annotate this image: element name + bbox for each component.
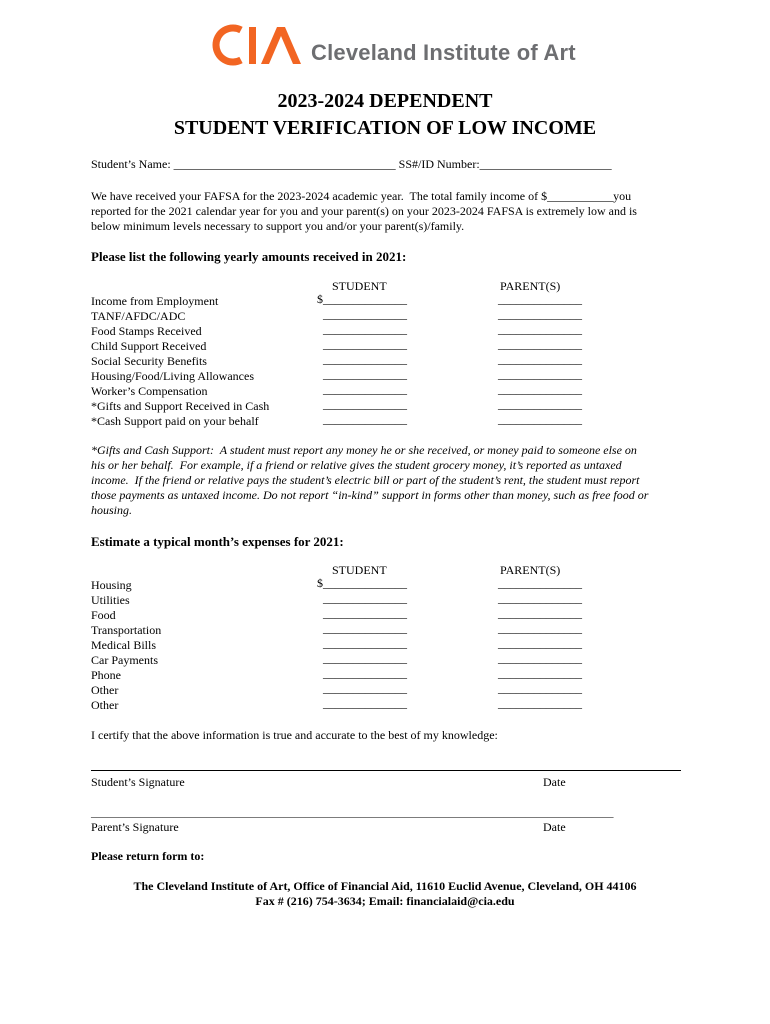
income-row-label: Worker’s Compensation — [91, 384, 208, 398]
income-row-label: Income from Employment — [91, 294, 219, 308]
income-parent-amount-field[interactable]: ______________ — [498, 292, 582, 306]
form-title-line1: 2023-2024 DEPENDENT — [277, 90, 493, 112]
expense-row-label: Transportation — [91, 623, 162, 637]
parent-signature-label: Parent’s Signature — [91, 820, 179, 834]
expense-student-amount-field[interactable]: ______________ — [323, 651, 407, 665]
intro-line-3: below minimum levels necessary to support you and/or your parent(s)/family. — [91, 219, 465, 233]
expense-parent-amount-field[interactable]: ______________ — [498, 606, 582, 620]
income-section-heading: Please list the following yearly amounts received in 2021: — [91, 249, 407, 264]
income-parent-header: PARENT(S) — [500, 279, 561, 293]
expense-parent-amount-field[interactable]: ______________ — [498, 666, 582, 680]
student-signature-line[interactable] — [91, 770, 681, 771]
income-parent-amount-field[interactable]: ______________ — [498, 367, 582, 381]
income-student-amount-field[interactable]: ______________ — [323, 307, 407, 321]
return-heading: Please return form to: — [91, 849, 205, 863]
note-line-4: those payments as untaxed income. Do not report “in-kind” support in forms other than money, such as free food or — [91, 488, 649, 502]
note-line-2: his or her behalf. For example, if a friend or relative gives the student grocery money, it’s reported as untaxed — [91, 458, 622, 472]
expense-parent-amount-field[interactable]: ______________ — [498, 696, 582, 710]
income-student-amount-field[interactable]: ______________ — [323, 367, 407, 381]
income-row-label: TANF/AFDC/ADC — [91, 309, 186, 323]
return-address: The Cleveland Institute of Art, Office of Financial Aid, 11610 Euclid Avenue, Cleveland, OH 44106 — [133, 879, 637, 893]
parent-date-label: Date — [543, 820, 566, 834]
note-line-5: housing. — [91, 503, 133, 517]
income-student-amount-field[interactable]: ______________ — [323, 412, 407, 426]
income-student-amount-field[interactable]: ______________ — [323, 397, 407, 411]
certify-statement: I certify that the above information is true and accurate to the best of my knowledge: — [91, 728, 498, 742]
income-student-amount-field[interactable]: ______________ — [323, 382, 407, 396]
expense-row-label: Other — [91, 698, 119, 712]
income-student-amount-field[interactable]: ______________ — [323, 352, 407, 366]
income-parent-amount-field[interactable]: ______________ — [498, 307, 582, 321]
student-name-id-field[interactable]: Student’s Name: _____________________________________ SS#/ID Number:______________________ — [91, 157, 612, 171]
logo-letter-a — [261, 27, 301, 64]
income-student-header: STUDENT — [332, 279, 387, 293]
intro-line-2: reported for the 2021 calendar year for you and your parent(s) on your 2023-2024 FAFSA is extremely low and is — [91, 204, 637, 218]
income-row-label: Food Stamps Received — [91, 324, 202, 338]
income-parent-amount-field[interactable]: ______________ — [498, 382, 582, 396]
expense-parent-amount-field[interactable]: ______________ — [498, 576, 582, 590]
return-contact: Fax # (216) 754-3634; Email: financialaid@cia.edu — [255, 894, 515, 908]
student-signature-label: Student’s Signature — [91, 775, 185, 789]
income-row-label: Housing/Food/Living Allowances — [91, 369, 254, 383]
logo-institution-name: Cleveland Institute of Art — [311, 40, 576, 65]
expense-row-label: Phone — [91, 668, 121, 682]
income-student-amount-field[interactable]: $______________ — [317, 292, 407, 306]
income-row-label: Child Support Received — [91, 339, 207, 353]
expense-parent-amount-field[interactable]: ______________ — [498, 636, 582, 650]
expense-student-amount-field[interactable]: ______________ — [323, 681, 407, 695]
parent-signature-line[interactable]: _______________________________________________________________________________________________ — [91, 807, 614, 819]
income-parent-amount-field[interactable]: ______________ — [498, 352, 582, 366]
form-title-line2: STUDENT VERIFICATION OF LOW INCOME — [173, 117, 597, 139]
logo-letter-c — [216, 28, 241, 62]
income-row-label: *Gifts and Support Received in Cash — [91, 399, 270, 413]
income-parent-amount-field[interactable]: ______________ — [498, 322, 582, 336]
student-date-label: Date — [543, 775, 566, 789]
expense-row-label: Medical Bills — [91, 638, 156, 652]
expense-row-label: Other — [91, 683, 119, 697]
expense-section-heading: Estimate a typical month’s expenses for 2021: — [91, 534, 344, 549]
expense-parent-amount-field[interactable]: ______________ — [498, 591, 582, 605]
expense-student-amount-field[interactable]: ______________ — [323, 666, 407, 680]
expense-student-amount-field[interactable]: ______________ — [323, 696, 407, 710]
expense-student-header: STUDENT — [332, 563, 387, 577]
expense-parent-amount-field[interactable]: ______________ — [498, 681, 582, 695]
expense-student-amount-field[interactable]: $______________ — [317, 576, 407, 590]
income-row-label: *Cash Support paid on your behalf — [91, 414, 259, 428]
income-student-amount-field[interactable]: ______________ — [323, 337, 407, 351]
expense-parent-header: PARENT(S) — [500, 563, 561, 577]
note-line-1: *Gifts and Cash Support: A student must report any money he or she received, or money paid to someone else on — [91, 443, 637, 457]
income-parent-amount-field[interactable]: ______________ — [498, 412, 582, 426]
expense-student-amount-field[interactable]: ______________ — [323, 591, 407, 605]
expense-student-amount-field[interactable]: ______________ — [323, 621, 407, 635]
income-parent-amount-field[interactable]: ______________ — [498, 337, 582, 351]
expense-row-label: Utilities — [91, 593, 130, 607]
expense-row-label: Housing — [91, 578, 132, 592]
intro-line-1: We have received your FAFSA for the 2023-2024 academic year. The total family income of $___________you — [91, 189, 632, 203]
cia-logo-mark — [207, 24, 307, 66]
expense-parent-amount-field[interactable]: ______________ — [498, 621, 582, 635]
expense-student-amount-field[interactable]: ______________ — [323, 636, 407, 650]
expense-parent-amount-field[interactable]: ______________ — [498, 651, 582, 665]
expense-row-label: Food — [91, 608, 116, 622]
expense-row-label: Car Payments — [91, 653, 158, 667]
logo-letter-i — [249, 27, 256, 64]
note-line-3: income. If the friend or relative pays the student’s electric bill or part of the student’s rent, the student must report — [91, 473, 640, 487]
income-student-amount-field[interactable]: ______________ — [323, 322, 407, 336]
expense-student-amount-field[interactable]: ______________ — [323, 606, 407, 620]
income-parent-amount-field[interactable]: ______________ — [498, 397, 582, 411]
income-row-label: Social Security Benefits — [91, 354, 207, 368]
